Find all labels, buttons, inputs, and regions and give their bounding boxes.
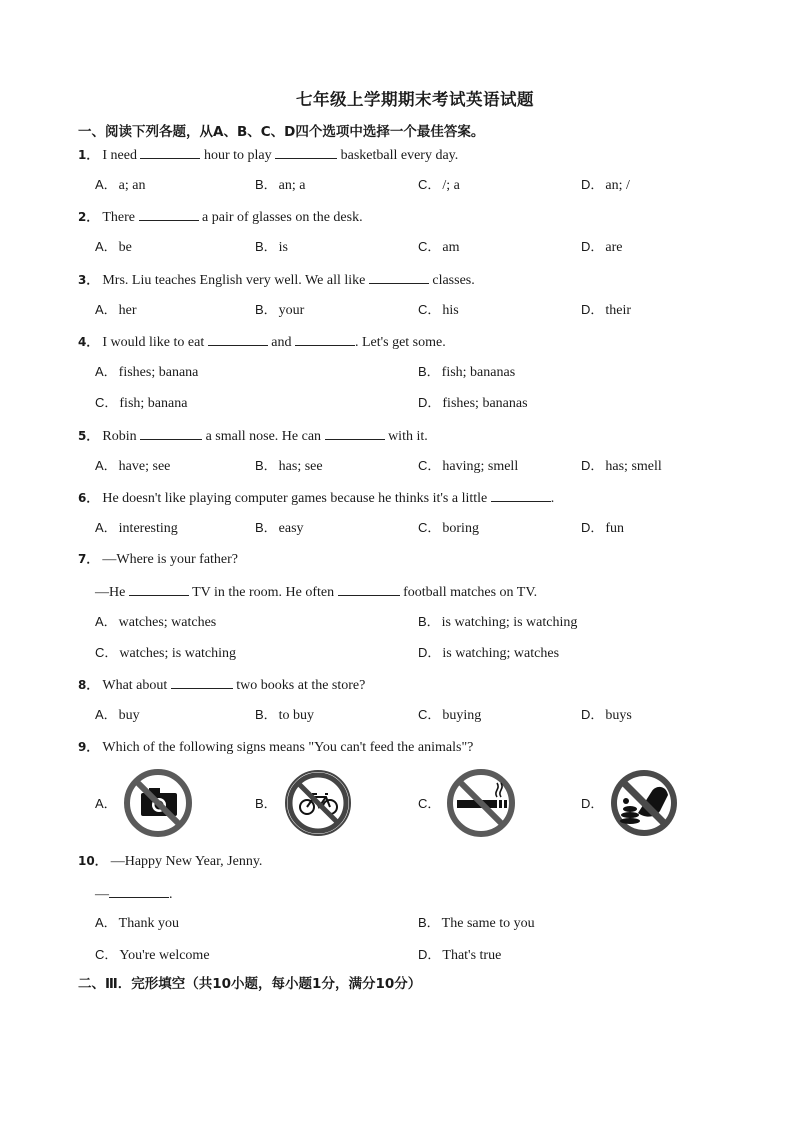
question-5: 5． Robin a small nose. He can with it. <box>78 426 428 446</box>
question-4: 4． I would like to eat and . Let's get some. <box>78 332 446 352</box>
option-a: A． watches; watches <box>95 614 217 630</box>
option-d: D． fishes; bananas <box>418 395 528 411</box>
answer-blank <box>109 884 169 898</box>
option-d: D． buys <box>581 707 632 723</box>
answer-blank <box>129 582 189 596</box>
section-heading-2: 二、Ⅲ．完形填空（共10小题，每小题1分，满分10分） <box>78 976 422 992</box>
option-b: B． The same to you <box>418 915 535 931</box>
question-3: 3． Mrs. Liu teaches English very well. We all like classes. <box>78 270 475 290</box>
option-c: C． am <box>418 239 460 255</box>
option-c: C． /; a <box>418 177 460 193</box>
answer-blank <box>208 332 268 346</box>
option-b: B． is <box>255 239 289 255</box>
option-c: C． fish; banana <box>95 395 188 411</box>
section-heading-1: 一、阅读下列各题，从A、B、C、D四个选项中选择一个最佳答案。 <box>78 124 485 140</box>
answer-blank <box>369 270 429 284</box>
option-a: A． be <box>95 239 132 255</box>
question-number: 6． <box>78 491 99 505</box>
answer-blank <box>295 332 355 346</box>
option-b: B． to buy <box>255 707 315 723</box>
option-a: A． Thank you <box>95 915 179 931</box>
question-1: 1． I need hour to play basketball every day. <box>78 145 458 165</box>
option-c: C． his <box>418 302 459 318</box>
question-number: 9． <box>78 740 99 754</box>
option-d: D． are <box>581 239 623 255</box>
question-2: 2． There a pair of glasses on the desk. <box>78 207 363 227</box>
option-b: B． easy <box>255 520 304 536</box>
question-7: 7． —Where is your father? <box>78 552 239 567</box>
question-number: 5． <box>78 429 99 443</box>
option-b: B． your <box>255 302 305 318</box>
question-10-line-2: — . <box>95 884 173 904</box>
answer-blank <box>275 145 337 159</box>
option-d: D． an; / <box>581 177 630 193</box>
question-6: 6． He doesn't like playing computer games because he thinks it's a little . <box>78 488 554 508</box>
question-number: 10． <box>78 854 107 868</box>
question-8: 8． What about two books at the store? <box>78 675 365 695</box>
question-number: 2． <box>78 210 99 224</box>
option-b: B． an; a <box>255 177 306 193</box>
answer-blank <box>139 207 199 221</box>
question-number: 8． <box>78 678 99 692</box>
option-a: A． fishes; banana <box>95 364 199 380</box>
question-number: 7． <box>78 552 99 566</box>
question-number: 3． <box>78 273 99 287</box>
answer-blank <box>140 426 202 440</box>
option-a: A． buy <box>95 707 140 723</box>
no-camera-icon <box>122 767 194 839</box>
option-a: A． <box>95 796 117 811</box>
option-d: D． their <box>581 302 632 318</box>
exam-title: 七年级上学期期末考试英语试题 <box>296 90 534 109</box>
option-a: A． interesting <box>95 520 178 536</box>
option-b: B． <box>255 796 277 811</box>
option-a: A． have; see <box>95 458 171 474</box>
option-d: D． has; smell <box>581 458 662 474</box>
option-a: A． a; an <box>95 177 146 193</box>
question-9: 9． Which of the following signs means "You can't feed the animals"? <box>78 740 474 755</box>
option-b: B． is watching; is watching <box>418 614 578 630</box>
option-b: B． fish; bananas <box>418 364 516 380</box>
question-number: 1． <box>78 148 99 162</box>
option-c: C． <box>418 796 441 811</box>
option-c: C． buying <box>418 707 482 723</box>
option-d: D． <box>581 796 604 811</box>
answer-blank <box>171 675 233 689</box>
option-c: C． boring <box>418 520 479 536</box>
option-c: C． watches; is watching <box>95 645 237 661</box>
answer-blank <box>338 582 400 596</box>
question-7-line-2: —He TV in the room. He often football matches on TV. <box>95 582 537 602</box>
answer-blank <box>140 145 200 159</box>
option-a: A． her <box>95 302 137 318</box>
answer-blank <box>325 426 385 440</box>
question-number: 4． <box>78 335 99 349</box>
option-c: C． having; smell <box>418 458 519 474</box>
no-bicycle-icon <box>282 767 354 839</box>
option-d: D． is watching; watches <box>418 645 560 661</box>
question-10: 10． —Happy New Year, Jenny. <box>78 854 263 869</box>
no-smoking-icon <box>445 767 517 839</box>
option-d: D． fun <box>581 520 625 536</box>
option-c: C． You're welcome <box>95 947 210 963</box>
no-feeding-icon <box>608 767 680 839</box>
answer-blank <box>491 488 551 502</box>
option-b: B． has; see <box>255 458 323 474</box>
option-d: D． That's true <box>418 947 502 963</box>
